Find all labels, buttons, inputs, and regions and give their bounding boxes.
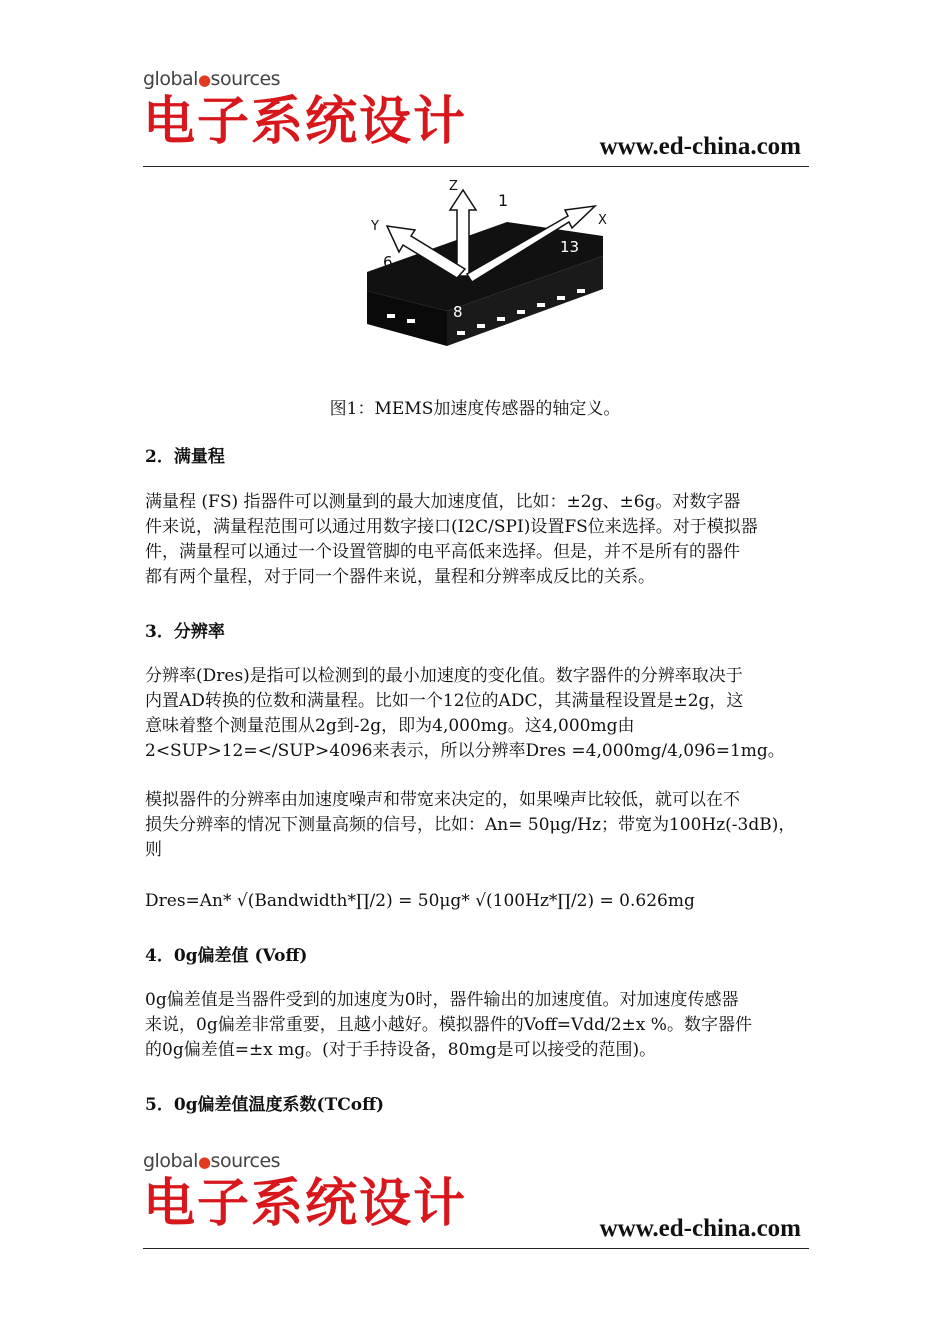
pin-label-6: 6 [383, 253, 393, 271]
logo-text-global: global [143, 68, 198, 90]
resolution-formula [145, 889, 807, 914]
text-line: 的0g偏差值=±x mg。(对于手持设备，80mg是可以接受的范围)。 [145, 1040, 657, 1060]
section-5-title: 5．0g偏差值温度系数(TCoff) [145, 1095, 385, 1115]
text-line: 来说，0g偏差非常重要，且越小越好。模拟器件的Voff=Vdd/2±x %。数字器件 [145, 1015, 752, 1035]
pin-label-13: 13 [560, 238, 580, 256]
text-line: 满量程 (FS) 指器件可以测量到的最大加速度值，比如：±2g、±6g。对数字器 [145, 492, 741, 512]
section-4-paragraph [145, 988, 807, 1063]
figure-caption: 图1：MEMS加速度传感器的轴定义。 [329, 399, 621, 419]
section-3-title: 3．分辨率 [145, 622, 225, 642]
axis-label-x: X [598, 213, 607, 228]
logo-dot: ● [197, 71, 211, 89]
section-3-paragraph-1 [145, 664, 807, 764]
text-line: 2<SUP>12=</SUP>4096来表示，所以分辨率Dres =4,000mg/4,096=1mg。 [145, 741, 785, 761]
logo-text-sources: sources [210, 1150, 281, 1172]
axis-label-z: Z [449, 179, 458, 194]
text-line: 则 [145, 840, 162, 860]
site-url: www.ed-china.com [599, 1215, 801, 1242]
text-line: 件来说，满量程范围可以通过用数字接口(I2C/SPI)设置FS位来选择。对于模拟器 [145, 517, 758, 537]
publication-title: 电子系统设计 [143, 92, 468, 152]
logo-dot: ● [197, 1153, 211, 1171]
text-line: 模拟器件的分辨率由加速度噪声和带宽来决定的，如果噪声比较低，就可以在不 [145, 790, 740, 810]
logo-text-sources: sources [210, 68, 281, 90]
text-line: 损失分辨率的情况下测量高频的信号，比如：An= 50μg/Hz；带宽为100Hz(-3dB)， [145, 815, 796, 835]
axis-label-y: Y [371, 219, 379, 234]
text-line: 内置AD转换的位数和满量程。比如一个12位的ADC，其满量程设置是±2g，这 [145, 691, 744, 711]
formula-line: Dres=An* √(Bandwidth*∏/2) = 50μg* √(100Hz*∏/2) = 0.626mg [145, 891, 695, 911]
publication-title: 电子系统设计 [143, 1174, 468, 1234]
page-header-top [143, 68, 809, 163]
site-url: www.ed-china.com [599, 133, 801, 160]
section-2-paragraph [145, 490, 807, 590]
pin-label-1: 1 [498, 191, 509, 210]
global-sources-logo [143, 1150, 809, 1172]
text-line: 0g偏差值是当器件受到的加速度为0时，器件输出的加速度值。对加速度传感器 [145, 990, 739, 1010]
text-line: 都有两个量程，对于同一个器件来说，量程和分辨率成反比的关系。 [145, 567, 655, 587]
text-line: 分辨率(Dres)是指可以检测到的最小加速度的变化值。数字器件的分辨率取决于 [145, 666, 743, 686]
text-line: 件，满量程可以通过一个设置管脚的电平高低来选择。但是，并不是所有的器件 [145, 542, 740, 562]
section-4-title: 4．0g偏差值 (Voff) [145, 946, 308, 966]
mems-axis-figure [357, 176, 619, 352]
global-sources-logo [143, 68, 809, 90]
section-3-paragraph-2 [145, 788, 807, 863]
pin1-marker [515, 212, 523, 220]
header-divider [143, 166, 809, 167]
logo-text-global: global [143, 1150, 198, 1172]
section-2-title: 2．满量程 [145, 447, 225, 467]
header-divider [143, 1248, 809, 1249]
pin-label-8: 8 [453, 303, 463, 321]
page-header-bottom [143, 1150, 809, 1245]
text-line: 意味着整个测量范围从2g到-2g，即为4,000mg。这4,000mg由 [145, 716, 635, 736]
